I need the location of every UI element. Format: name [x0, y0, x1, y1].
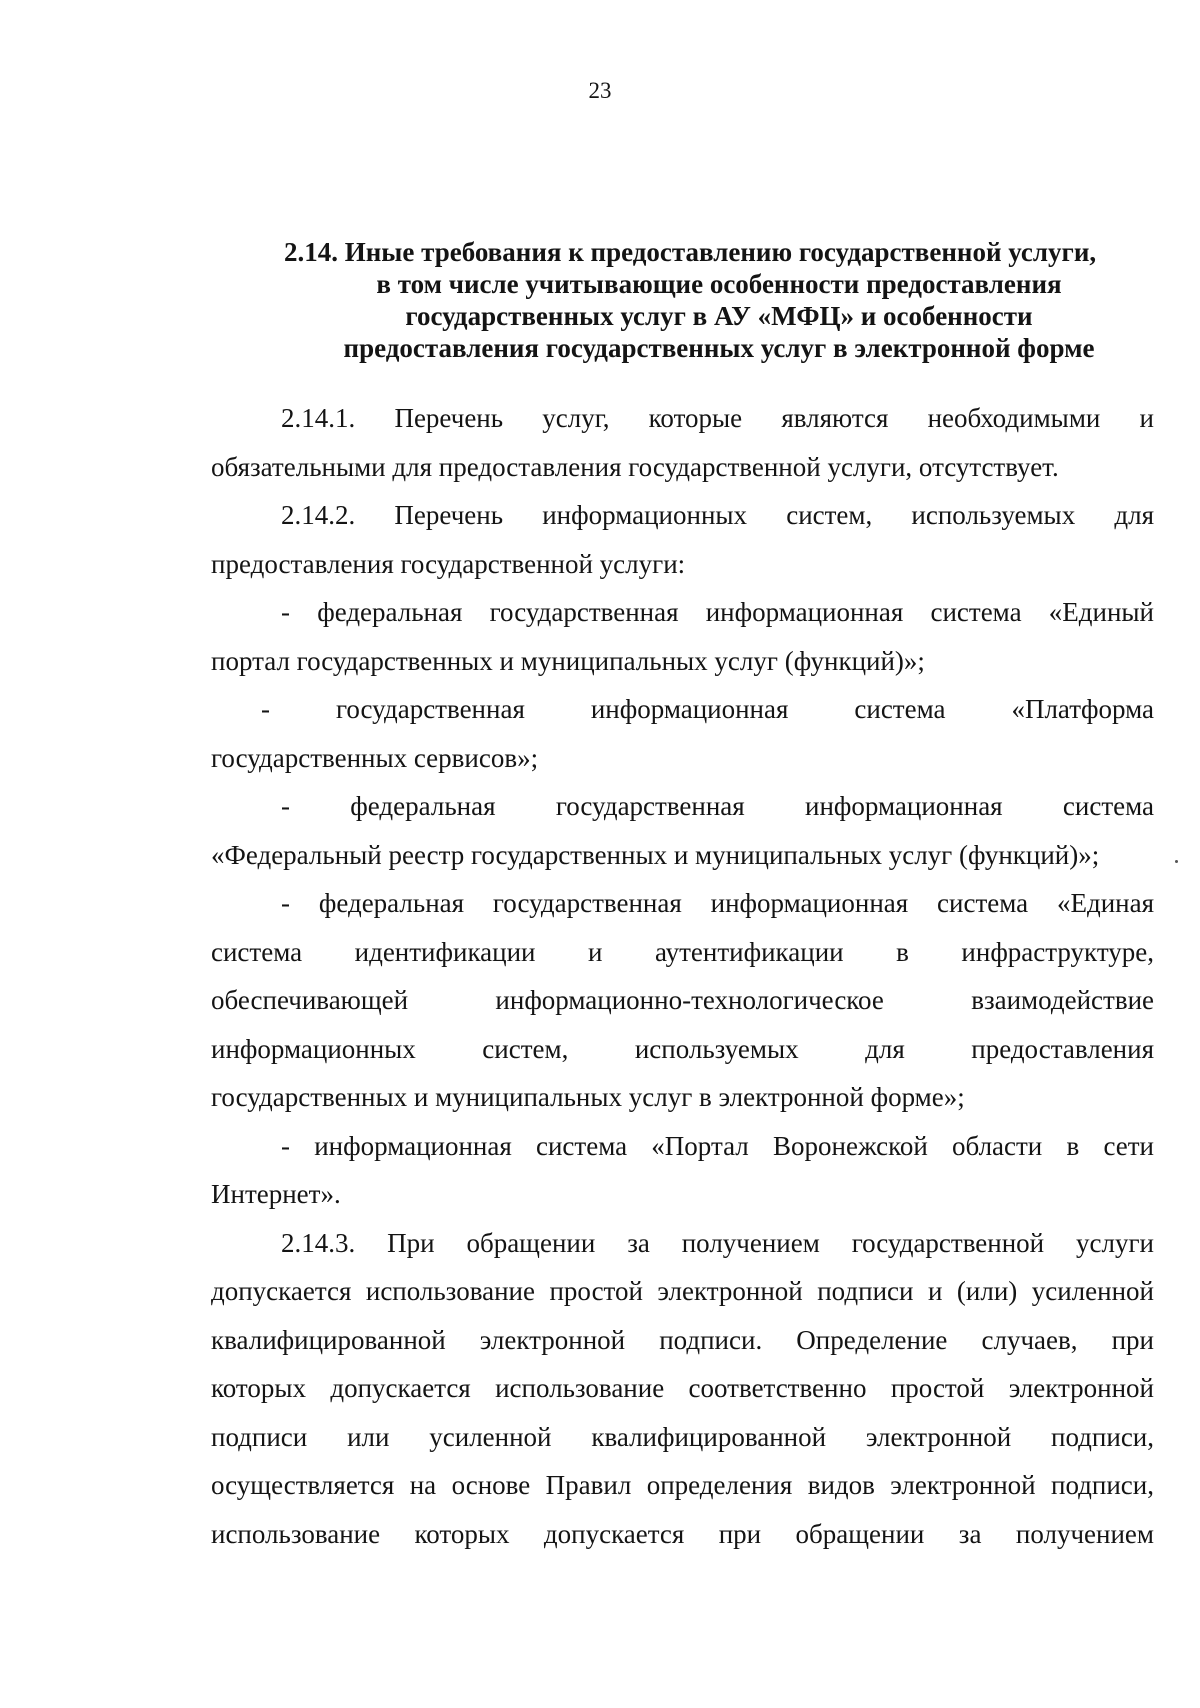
text-line: использование которых допускается при обращении за получением — [211, 1518, 1154, 1549]
text-line: - федеральная государственная информационная система «Единая — [281, 888, 1154, 918]
text-line: - информационная система «Портал Воронежской области в сети — [281, 1130, 1154, 1161]
heading-line: 2.14. Иные требования к предоставлению государственной услуги, — [284, 237, 1097, 267]
paragraph-2-14-3 — [211, 1219, 1154, 1559]
text-line: портал государственных и муниципальных услуг (функций)»; — [211, 645, 925, 676]
text-line: система идентификации и аутентификации в инфраструктуре, — [211, 936, 1154, 967]
paragraph-2-14-2 — [211, 491, 1154, 588]
text-line: «Федеральный реестр государственных и муниципальных услуг (функций)»; — [211, 839, 1100, 870]
page-number: 23 — [588, 78, 612, 103]
text-line: 2.14.2. Перечень информационных систем, используемых для — [281, 500, 1154, 530]
text-line: которых допускается использование соответственно простой электронной — [211, 1373, 1154, 1403]
text-line: - федеральная государственная информационная система «Единый — [281, 597, 1154, 627]
scan-speck — [1175, 860, 1178, 863]
text-line: предоставления государственной услуги: — [211, 548, 686, 579]
heading-line: предоставления государственных услуг в электронной форме — [343, 333, 1095, 363]
text-line: обязательными для предоставления государственной услуги, отсутствует. — [211, 451, 1059, 482]
text-line: допускается использование простой электронной подписи и (или) усиленной — [211, 1276, 1154, 1306]
heading-line: в том числе учитывающие особенности предоставления — [376, 269, 1062, 299]
list-item — [211, 879, 1154, 1122]
text-line: 2.14.1. Перечень услуг, которые являются необходимыми и — [281, 403, 1154, 433]
list-item — [211, 1122, 1154, 1219]
heading-line: государственных услуг в АУ «МФЦ» и особенности — [405, 301, 1033, 331]
list-item — [211, 782, 1154, 879]
paragraph-2-14-1 — [211, 394, 1154, 491]
text-line: осуществляется на основе Правил определения видов электронной подписи, — [211, 1470, 1154, 1500]
text-line: Интернет». — [211, 1179, 341, 1209]
text-line: подписи или усиленной квалифицированной электронной подписи, — [211, 1421, 1154, 1452]
list-item — [211, 588, 1154, 685]
text-line: квалифицированной электронной подписи. Определение случаев, при — [211, 1324, 1154, 1355]
text-line: обеспечивающей информационно-технологическое взаимодействие — [211, 985, 1154, 1015]
list-item — [211, 685, 1154, 782]
text-line: информационных систем, используемых для предоставления — [211, 1033, 1154, 1064]
text-line: - федеральная государственная информационная система — [281, 791, 1154, 821]
document-body — [211, 394, 1154, 1558]
text-line: государственных и муниципальных услуг в электронной форме»; — [211, 1082, 965, 1112]
section-heading — [284, 236, 1154, 364]
text-line: 2.14.3. При обращении за получением государственной услуги — [281, 1227, 1154, 1258]
text-line: государственных сервисов»; — [211, 742, 539, 773]
text-line: - государственная информационная система «Платформа — [261, 694, 1154, 724]
